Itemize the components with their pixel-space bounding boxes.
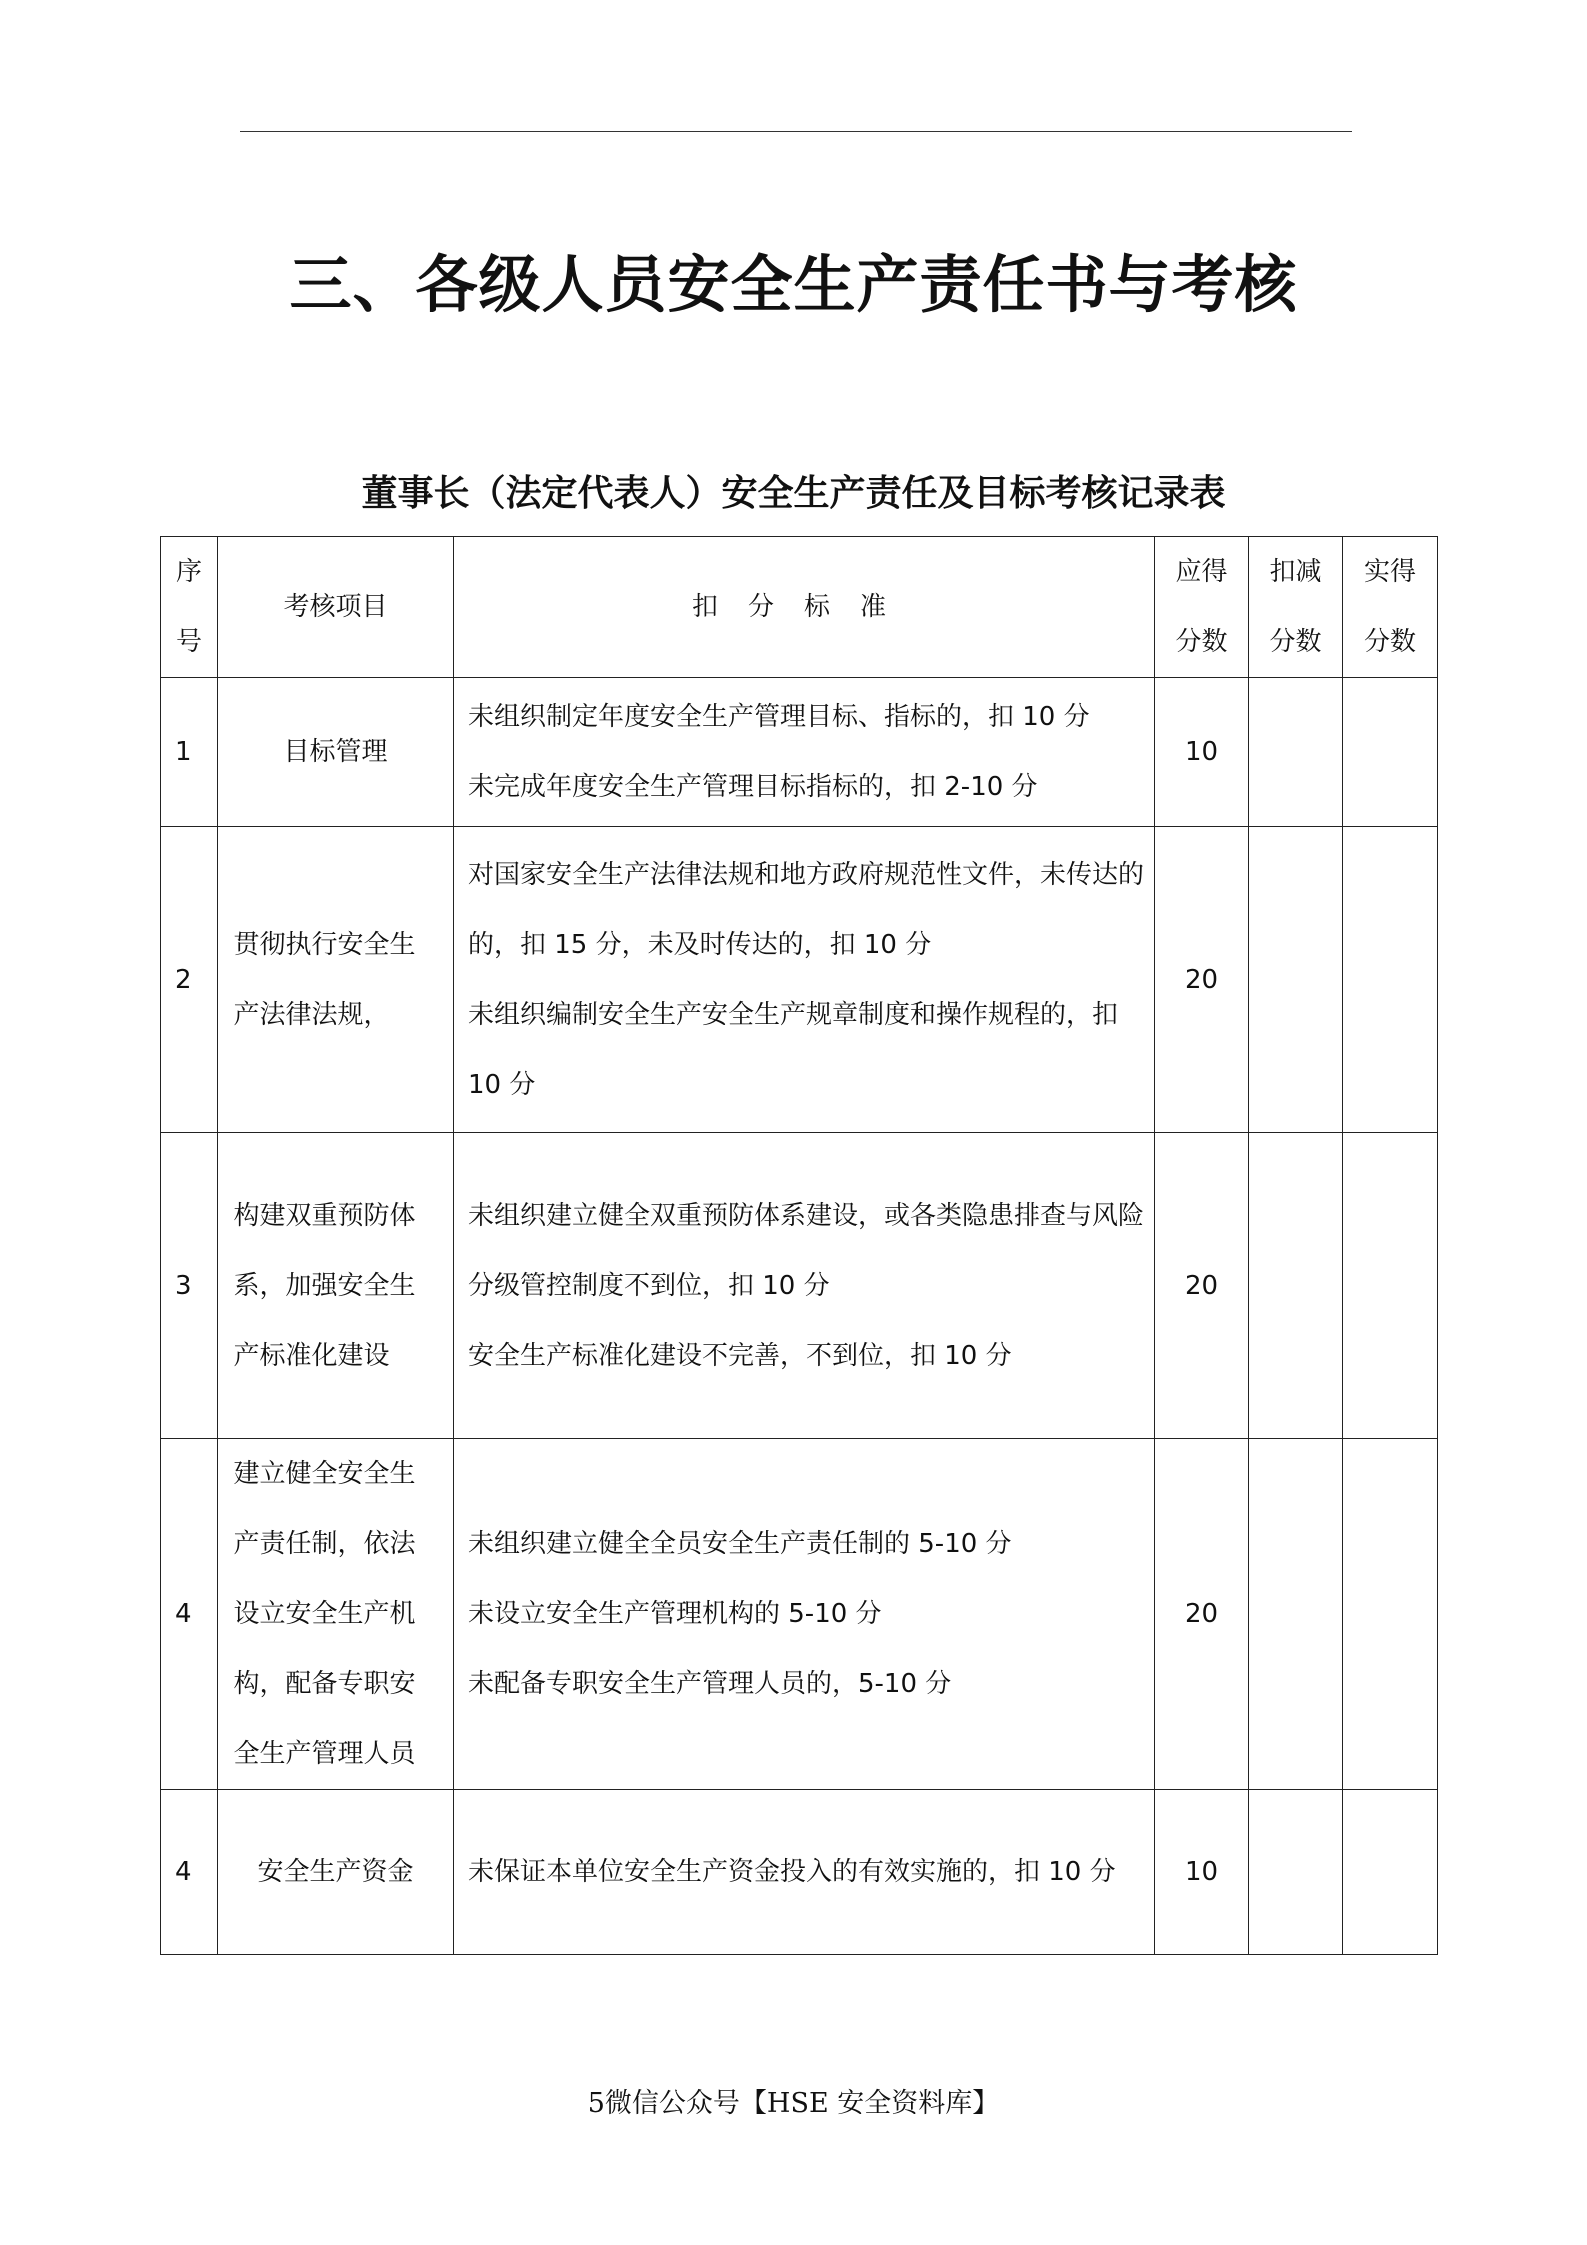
row-actual <box>1343 1133 1438 1439</box>
row-criteria-text: 未组织制定年度安全生产管理目标、指标的，扣 10 分 未完成年度安全生产管理目标指标的，扣 2-10 分 <box>468 702 1090 802</box>
row-deduct <box>1249 827 1343 1133</box>
row-seq: 2 <box>161 827 218 1133</box>
header-actual-text: 实得 分数 <box>1363 557 1416 657</box>
table-title: 董事长（法定代表人）安全生产责任及目标考核记录表 <box>361 473 1226 514</box>
row-criteria <box>454 1790 1155 1955</box>
header-item: 考核项目 <box>218 537 454 678</box>
row-score: 20 <box>1155 1133 1249 1439</box>
row-seq: 4 <box>161 1790 218 1955</box>
row-actual <box>1343 1790 1438 1955</box>
table-header-row <box>161 537 1438 678</box>
row-criteria-text: 未组织建立健全全员安全生产责任制的 5-10 分 未设立安全生产管理机构的 5-10 分 未配备专职安全生产管理人员的，5-10 分 <box>468 1529 1012 1699</box>
row-item-text: 构建双重预防体系，加强安全生产标准化建设 <box>233 1200 416 1371</box>
row-score: 10 <box>1155 1790 1249 1955</box>
header-seq-text: 序 号 <box>175 557 202 657</box>
row-score: 10 <box>1155 678 1249 827</box>
row-seq: 4 <box>161 1439 218 1790</box>
row-seq: 3 <box>161 1133 218 1439</box>
header-score-text: 应得 分数 <box>1175 557 1228 657</box>
table-row <box>161 1790 1438 1955</box>
table-row <box>161 1439 1438 1790</box>
header-score <box>1155 537 1249 678</box>
row-item <box>218 1439 454 1790</box>
row-deduct <box>1249 1133 1343 1439</box>
row-criteria <box>454 678 1155 827</box>
row-actual <box>1343 1439 1438 1790</box>
table-row <box>161 1133 1438 1439</box>
row-item-text: 贯彻执行安全生产法律法规， <box>233 929 416 1030</box>
table-row <box>161 827 1438 1133</box>
row-item <box>218 827 454 1133</box>
assessment-table <box>160 536 1438 1955</box>
row-item <box>218 1133 454 1439</box>
row-deduct <box>1249 678 1343 827</box>
page-footer: 5微信公众号【HSE 安全资料库】 <box>587 2088 1000 2119</box>
row-item-text: 目标管理 <box>283 737 388 767</box>
header-deduct <box>1249 537 1343 678</box>
header-actual <box>1343 537 1438 678</box>
row-criteria-text: 未组织建立健全双重预防体系建设，或各类隐患排查与风险分级管控制度不到位，扣 10 分 安全生产标准化建设不完善，不到位，扣 10 分 <box>468 1200 1145 1371</box>
page-title: 三、各级人员安全生产责任书与考核 <box>289 248 1298 321</box>
row-criteria <box>454 1133 1155 1439</box>
header-rule <box>240 131 1352 132</box>
row-criteria <box>454 1439 1155 1790</box>
header-criteria: 扣分标准 <box>454 537 1155 678</box>
row-actual <box>1343 827 1438 1133</box>
row-item-text: 安全生产资金 <box>257 1857 414 1887</box>
row-actual <box>1343 678 1438 827</box>
row-seq: 1 <box>161 678 218 827</box>
row-score: 20 <box>1155 827 1249 1133</box>
row-deduct <box>1249 1790 1343 1955</box>
row-item-text: 建立健全安全生产责任制，依法设立安全生产机构，配备专职安全生产管理人员 <box>233 1459 416 1769</box>
header-seq <box>161 537 218 678</box>
row-criteria-text: 未保证本单位安全生产资金投入的有效实施的，扣 10 分 <box>468 1857 1116 1887</box>
table-row <box>161 678 1438 827</box>
row-criteria-text: 对国家安全生产法律法规和地方政府规范性文件，未传达的的，扣 15 分，未及时传达的，扣 10 分 未组织编制安全生产安全生产规章制度和操作规程的，扣 10 分 <box>468 859 1145 1100</box>
header-deduct-text: 扣减 分数 <box>1269 557 1322 657</box>
row-deduct <box>1249 1439 1343 1790</box>
row-item <box>218 678 454 827</box>
row-score: 20 <box>1155 1439 1249 1790</box>
row-criteria <box>454 827 1155 1133</box>
row-item <box>218 1790 454 1955</box>
